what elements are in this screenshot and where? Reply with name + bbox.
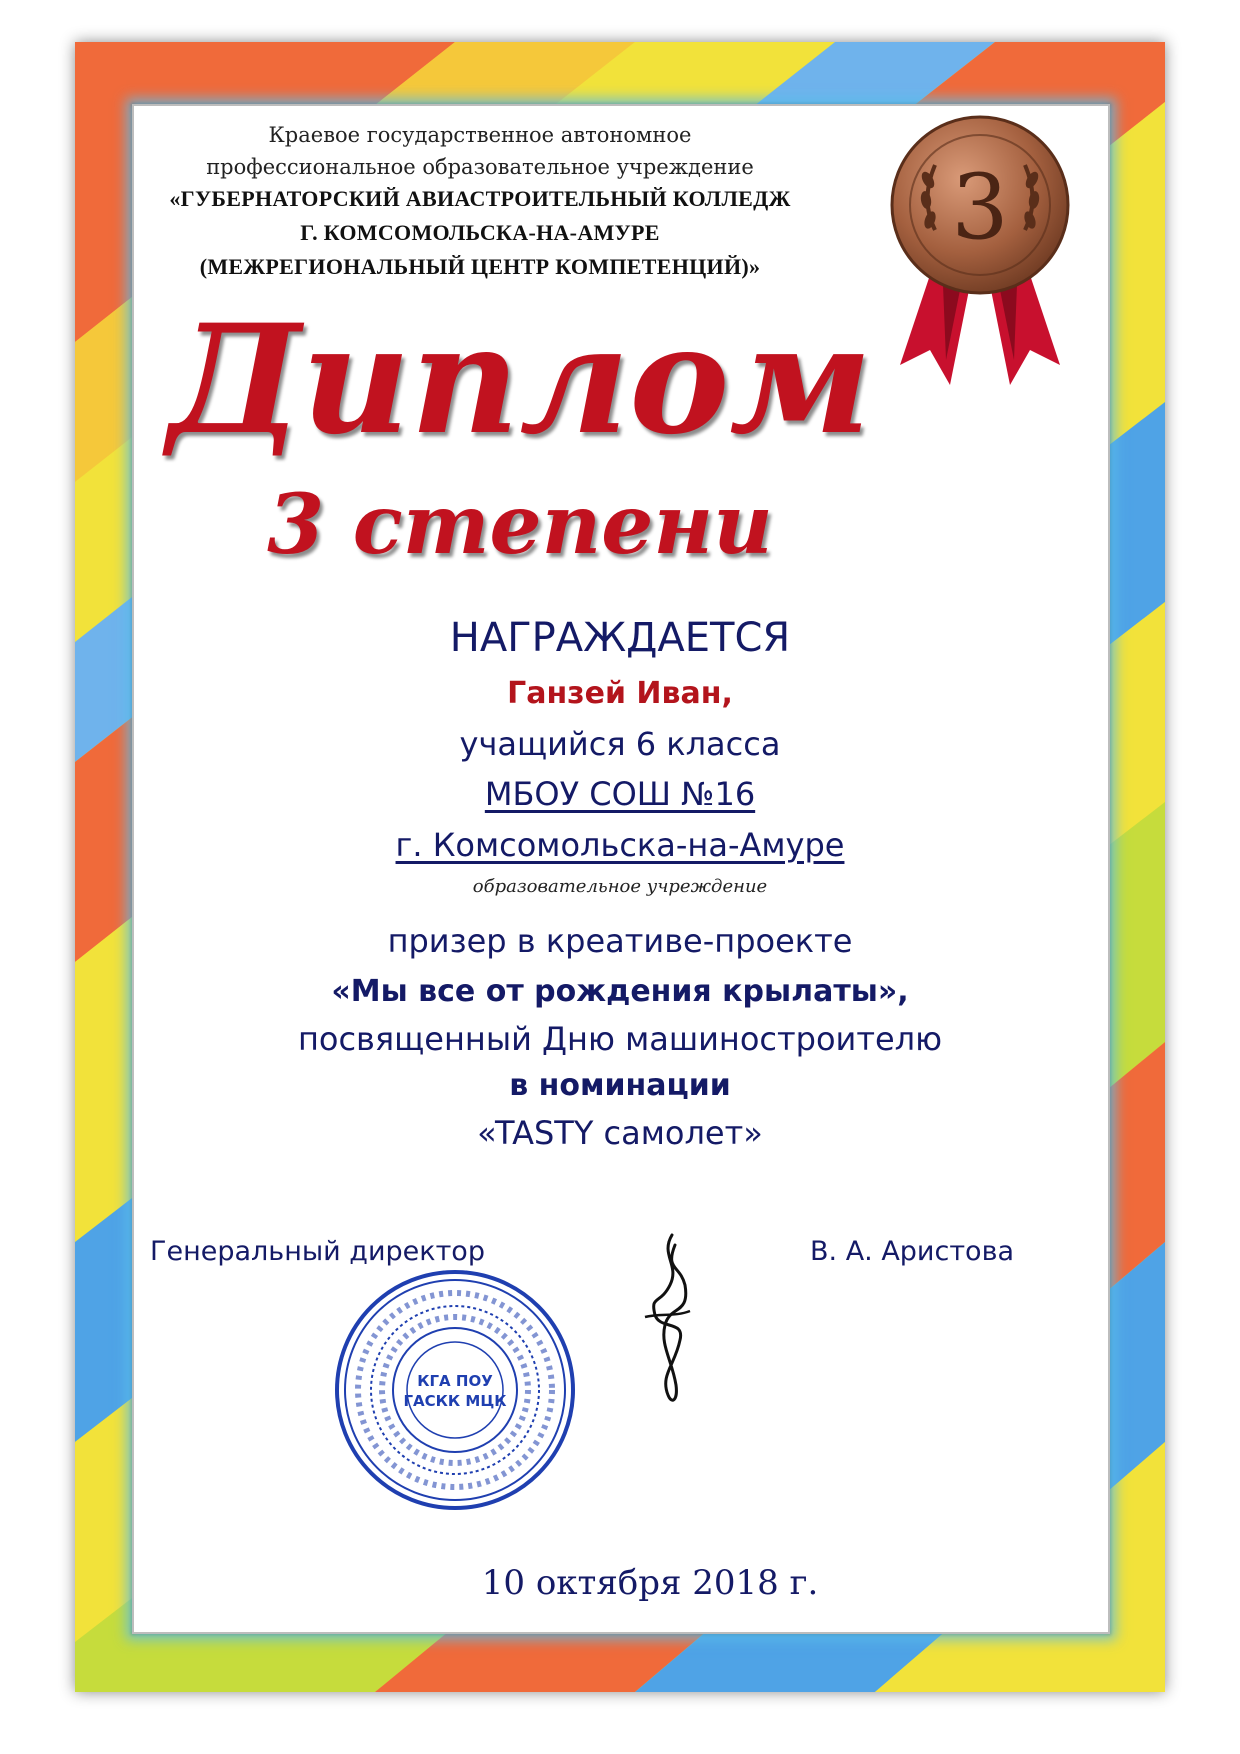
stamp-center-line-2: ГАСКК МЦК [403, 1392, 507, 1410]
medal-number: 3 [951, 155, 1009, 260]
header-college-name: «ГУБЕРНАТОРСКИЙ АВИАСТРОИТЕЛЬНЫЙ КОЛЛЕДЖ [169, 186, 791, 211]
school-city: г. Комсомольска-на-Амуре [395, 826, 845, 864]
diploma-title: Диплом [168, 292, 872, 468]
school-line [180, 775, 1060, 813]
signature-icon [630, 1225, 710, 1415]
header-center-name: (МЕЖРЕГИОНАЛЬНЫЙ ЦЕНТР КОМПЕТЕНЦИЙ)» [199, 254, 761, 279]
award-date: 10 октября 2018 г. [481, 1563, 819, 1603]
official-stamp-icon [330, 1265, 580, 1515]
project-name: «Мы все от рождения крылаты», [331, 974, 909, 1009]
director-name: В. А. Аристова [810, 1236, 1015, 1267]
school-caption: образовательное учреждение [472, 876, 768, 897]
nomination-name: «TASTY самолет» [477, 1114, 763, 1152]
dedication-line: посвященный Дню машиностроителю [297, 1020, 943, 1058]
director-position: Генеральный директор [150, 1236, 485, 1267]
stamp-center-line-1: КГА ПОУ [417, 1372, 493, 1390]
header-city: Г. КОМСОМОЛЬСКА-НА-АМУРЕ [300, 220, 660, 245]
school-name: МБОУ СОШ №16 [484, 775, 756, 813]
city-line [180, 826, 1060, 864]
header-line-2: профессиональное образовательное учреждение [206, 155, 754, 179]
header-line-1: Краевое государственное автономное [268, 123, 692, 147]
nomination-label: в номинации [509, 1068, 731, 1103]
diploma-degree: 3 степени [267, 477, 773, 573]
prize-line: призер в креативе-проекте [387, 922, 853, 960]
awarded-heading: НАГРАЖДАЕТСЯ [449, 615, 791, 661]
student-grade: учащийся 6 класса [459, 725, 781, 763]
recipient-name: Ганзей Иван, [507, 676, 733, 711]
